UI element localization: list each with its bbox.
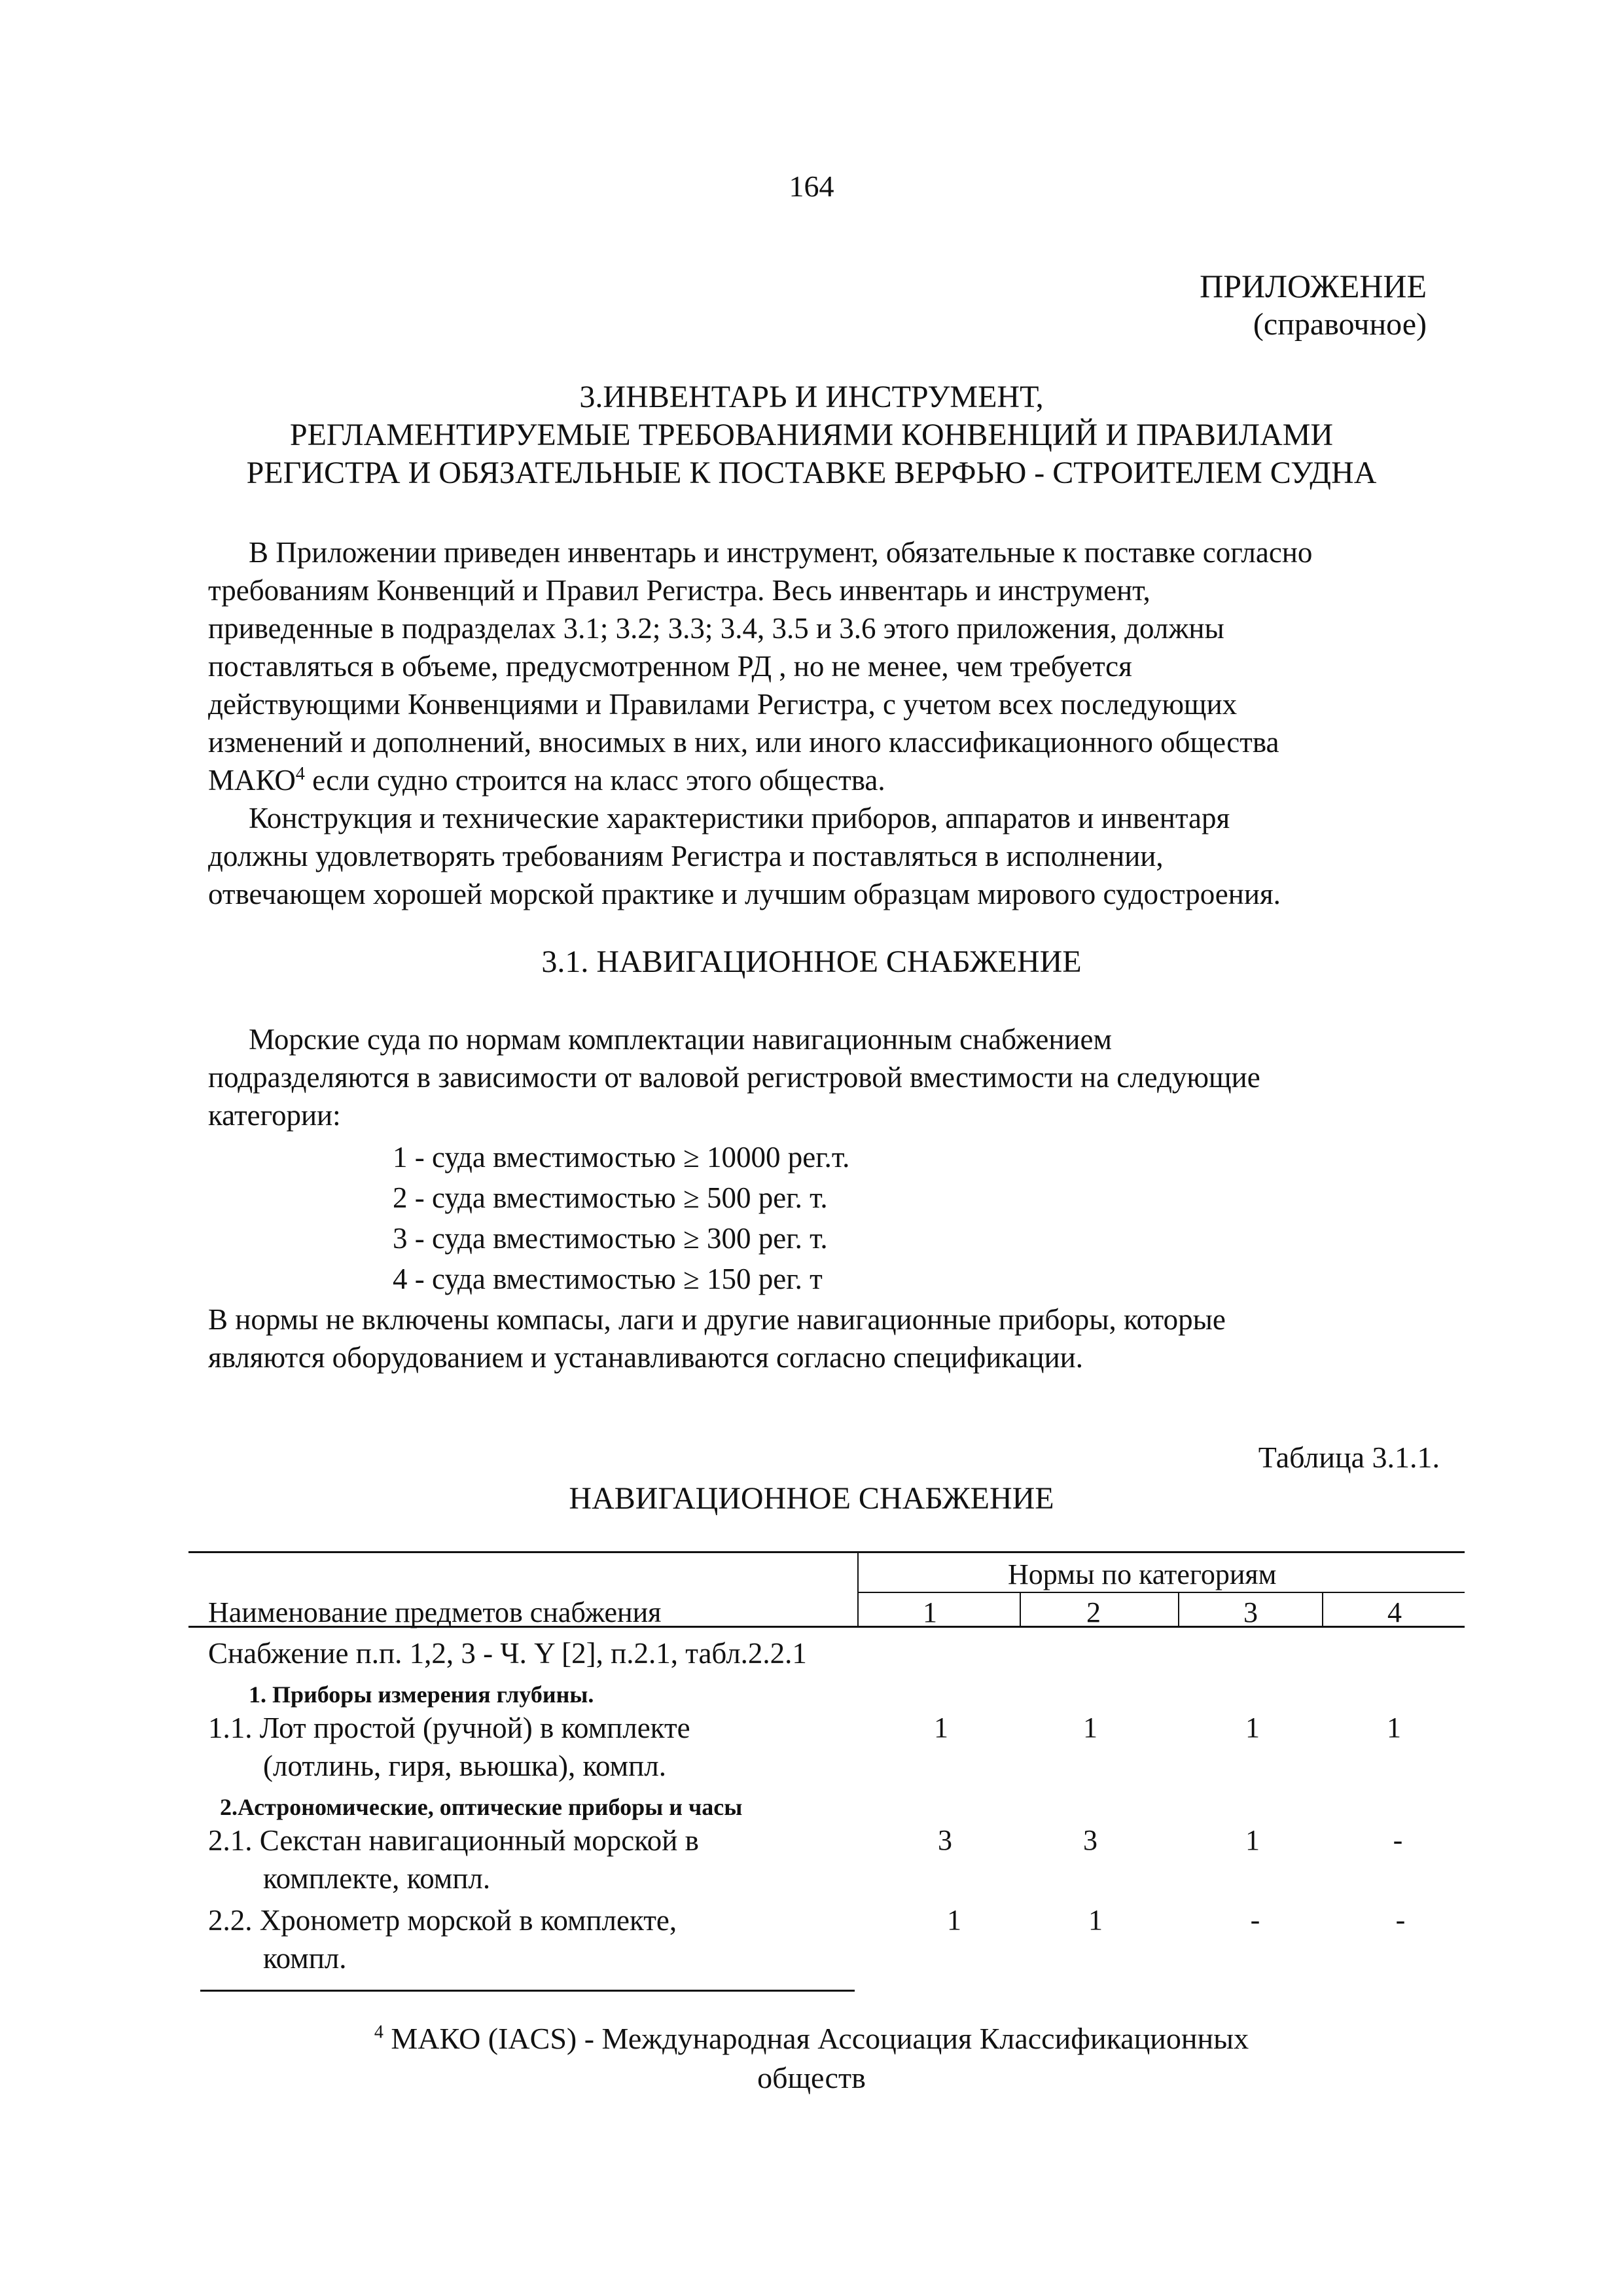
col-divider — [1020, 1592, 1021, 1627]
intro-line: изменений и дополнений, вносимых в них, или иного классификационного общества — [208, 726, 1279, 759]
intro-line: должны удовлетворять требованиям Регистра и поставляться в исполнении, — [208, 840, 1164, 872]
table-cell: 1 — [947, 1904, 961, 1936]
intro-line: поставляться в объеме, предусмотренном РД , но не менее, чем требуется — [208, 650, 1132, 683]
table-cell: - — [1250, 1904, 1260, 1936]
category-item: 4 - суда вместимостью ≥ 150 рег. т — [393, 1263, 823, 1295]
group-heading: 2.Астрономические, оптические приборы и часы — [220, 1794, 743, 1820]
intro-line: В Приложении приведен инвентарь и инструмент, обязательные к поставке согласно — [249, 536, 1313, 569]
table-cell: - — [1393, 1824, 1403, 1856]
section-line: категории: — [208, 1099, 341, 1132]
col-divider — [1178, 1592, 1179, 1627]
footnote-line-2: обществ — [757, 2061, 866, 2094]
footnote-ref: 4 — [295, 764, 305, 784]
intro-line: приведенные в подразделах 3.1; 3.2; 3.3; 3.4, 3.5 и 3.6 этого приложения, должны — [208, 612, 1224, 645]
table-cell: 3 — [938, 1824, 952, 1856]
intro-line: Конструкция и технические характеристики приборов, аппаратов и инвентаря — [249, 802, 1230, 834]
intro-line: требованиям Конвенций и Правил Регистра. Весь инвентарь и инструмент, — [208, 574, 1150, 607]
table-row-1-1-cont: (лотлинь, гиря, вьюшка), компл. — [263, 1749, 666, 1782]
page-number: 164 — [789, 170, 834, 203]
col-name-header: Наименование предметов снабжения — [208, 1596, 662, 1628]
note-line: В нормы не включены компасы, лаги и другие навигационные приборы, которые — [208, 1303, 1226, 1336]
table-cell: - — [1395, 1904, 1406, 1936]
category-item: 1 - суда вместимостью ≥ 10000 рег.т. — [393, 1141, 850, 1174]
table-row-2-1-cont: комплекте, компл. — [263, 1862, 491, 1895]
footnote-line-1: $^4$ МАКО (IACS) - Международная Ассоциация Классификационных — [374, 2022, 1249, 2055]
table-cell: 1 — [1245, 1712, 1260, 1744]
col-divider — [1322, 1592, 1323, 1627]
intro-line: действующими Конвенциями и Правилами Регистра, с учетом всех последующих — [208, 688, 1238, 721]
table-row-2-1: 2.1. Секстан навигационный морской в — [208, 1824, 699, 1857]
table-cell: 1 — [1083, 1712, 1097, 1744]
table-cell: 1 — [934, 1712, 948, 1744]
table-top-rule — [188, 1551, 1465, 1553]
table-cell: 1 — [1245, 1824, 1260, 1856]
appendix-label: ПРИЛОЖЕНИЕ — [1200, 268, 1427, 304]
col-cat-header: 1 — [923, 1596, 937, 1628]
footnote-mark: 4 — [374, 2022, 383, 2043]
intro-line-mako: МАКО$^4$ если судно строится на класс этого общества. — [208, 764, 885, 797]
table-title: НАВИГАЦИОННОЕ СНАБЖЕНИЕ — [569, 1481, 1054, 1516]
heading-line-2: РЕГЛАМЕНТИРУЕМЫЕ ТРЕБОВАНИЯМИ КОНВЕНЦИЙ И ПРАВИЛАМИ — [289, 418, 1334, 452]
heading-line-3: РЕГИСТРА И ОБЯЗАТЕЛЬНЫЕ К ПОСТАВКЕ ВЕРФЬЮ - СТРОИТЕЛЕМ СУДНА — [246, 456, 1377, 490]
note-line: являются оборудованием и устанавливаются согласно спецификации. — [208, 1341, 1084, 1374]
table-row-1-1: 1.1. Лот простой (ручной) в комплекте — [208, 1712, 690, 1744]
table-row-2-2-cont: компл. — [263, 1942, 347, 1975]
category-item: 3 - суда вместимостью ≥ 300 рег. т. — [393, 1222, 828, 1255]
col-cat-header: 3 — [1243, 1596, 1258, 1628]
intro-line: отвечающем хорошей морской практике и лучшим образцам мирового судостроения. — [208, 878, 1281, 910]
section-title: 3.1. НАВИГАЦИОННОЕ СНАБЖЕНИЕ — [541, 944, 1082, 979]
category-item: 2 - суда вместимостью ≥ 500 рег. т. — [393, 1181, 828, 1214]
col-cat-header: 4 — [1387, 1596, 1402, 1628]
supply-line: Снабжение п.п. 1,2, 3 - Ч. Y [2], п.2.1, табл.2.2.1 — [208, 1637, 807, 1670]
section-line: подразделяются в зависимости от валовой регистровой вместимости на следующие — [208, 1061, 1260, 1094]
header-group: Нормы по категориям — [1008, 1558, 1277, 1590]
group-heading: 1. Приборы измерения глубины. — [249, 1681, 594, 1708]
table-reference: Таблица 3.1.1. — [1258, 1441, 1440, 1474]
section-line: Морские суда по нормам комплектации навигационным снабжением — [249, 1023, 1112, 1056]
heading-line-1: 3.ИНВЕНТАРЬ И ИНСТРУМЕНТ, — [579, 380, 1044, 414]
appendix-sublabel: (справочное) — [1253, 307, 1427, 342]
table-row-2-2: 2.2. Хронометр морской в комплекте, — [208, 1904, 677, 1937]
table-cell: 1 — [1088, 1904, 1103, 1936]
footnote-rule — [200, 1990, 855, 1992]
header-group-rule — [857, 1592, 1465, 1593]
col-cat-header: 2 — [1086, 1596, 1101, 1628]
table-cell: 1 — [1387, 1712, 1401, 1744]
table-cell: 3 — [1083, 1824, 1097, 1856]
col-divider — [857, 1551, 859, 1627]
